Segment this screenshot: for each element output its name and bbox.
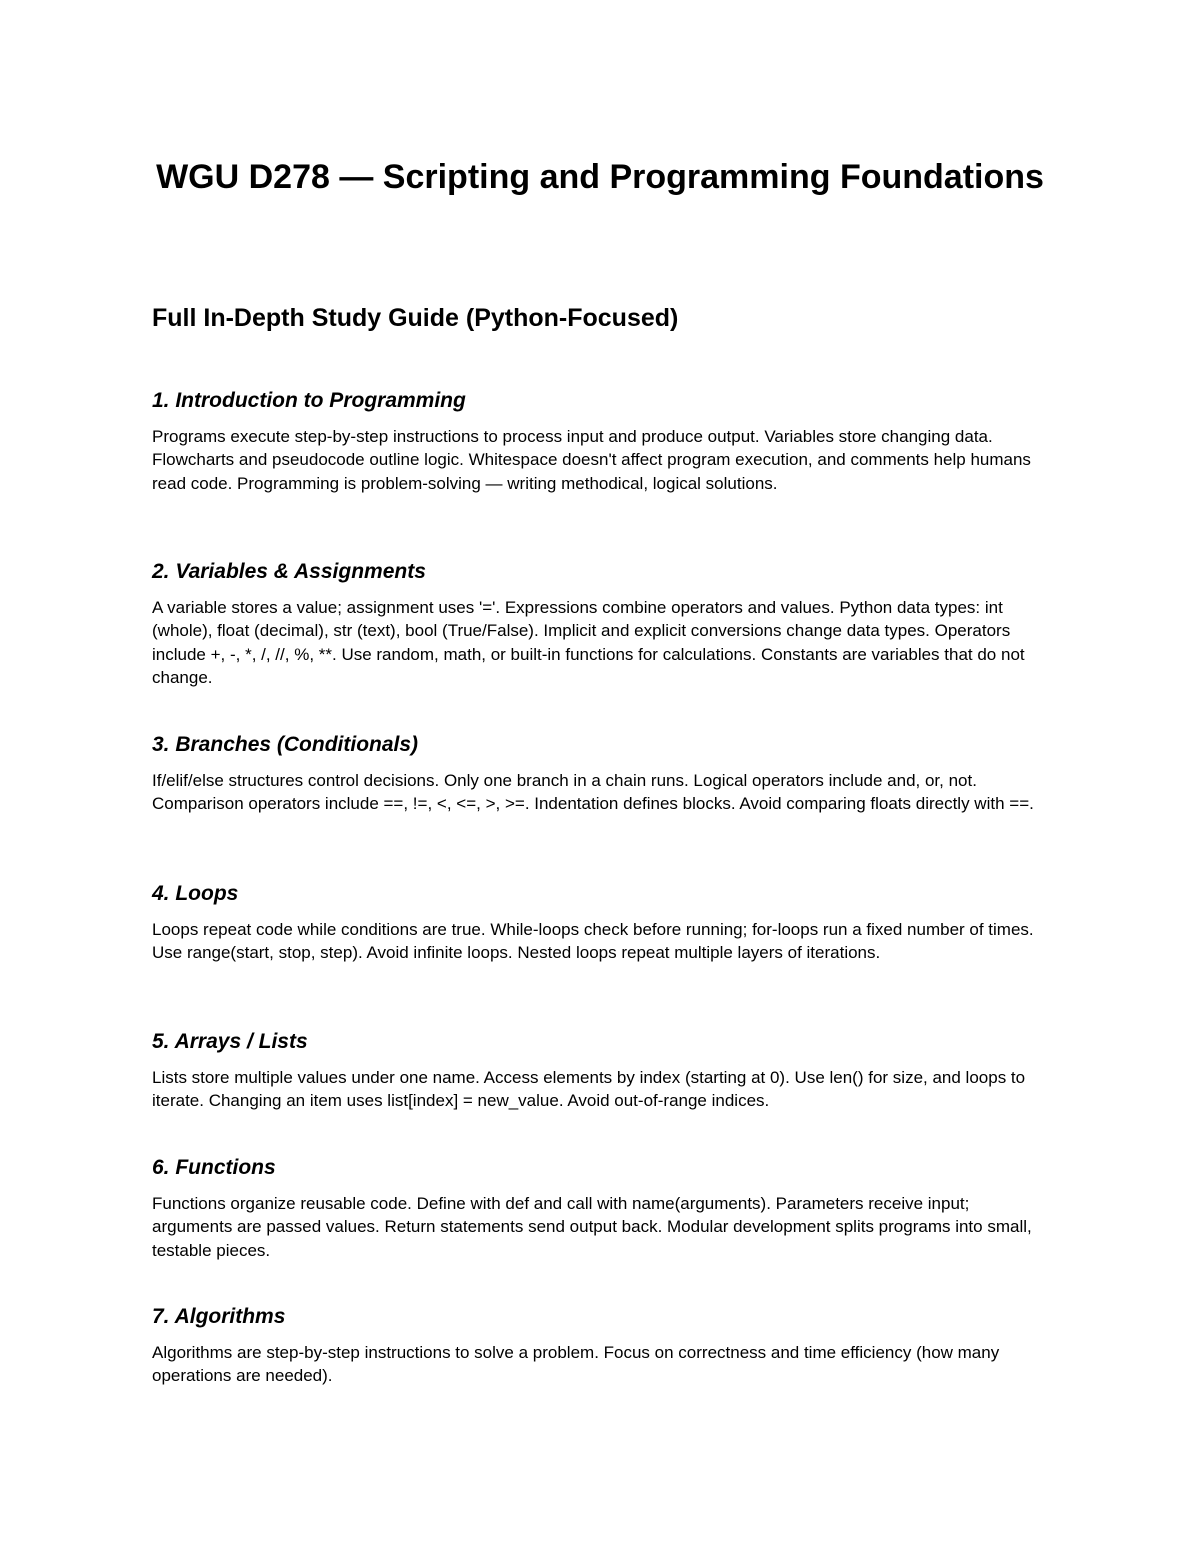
- section-body: Programs execute step-by-step instructions to process input and produce output. Variables store changing data. Flowcharts and pseudocode outline logic. Whitespace doesn't affect program execution, and comments help humans read code. Programming is problem-solving — writing methodical, logical solutions.: [152, 427, 1031, 493]
- section-heading: 6. Functions: [152, 1156, 276, 1179]
- section-introduction: [152, 387, 1052, 495]
- section-functions: [152, 1154, 1052, 1262]
- section-algorithms: [152, 1303, 1052, 1388]
- section-body: Functions organize reusable code. Define with def and call with name(arguments). Parameters receive input; arguments are passed values. Return statements send output back. Modular development splits programs into small, testable pieces.: [152, 1194, 1032, 1260]
- section-body: Loops repeat code while conditions are true. While-loops check before running; for-loops run a fixed number of times. Use range(start, stop, step). Avoid infinite loops. Nested loops repeat multiple layers of iterations.: [152, 920, 1034, 963]
- section-lists: [152, 1028, 1052, 1113]
- section-body: A variable stores a value; assignment uses '='. Expressions combine operators and values. Python data types: int (whole), float (decimal), str (text), bool (True/False). Implicit and explicit conversions change data types. Operators include +, -, *, /, //, %, **. Use random, math, or built-in functions for calculations. Constants are variables that do not change.: [152, 598, 1025, 687]
- section-body: If/elif/else structures control decisions. Only one branch in a chain runs. Logical operators include and, or, not. Comparison operators include ==, !=, <, <=, >, >=. Indentation defines blocks. Avoid comparing floats directly with ==.: [152, 771, 1034, 814]
- section-heading: 7. Algorithms: [152, 1305, 286, 1328]
- section-variables: [152, 558, 1052, 689]
- section-body: Algorithms are step-by-step instructions to solve a problem. Focus on correctness and time efficiency (how many operations are needed).: [152, 1343, 1000, 1386]
- section-body: Lists store multiple values under one name. Access elements by index (starting at 0). Use len() for size, and loops to iterate. Changing an item uses list[index] = new_value. Avoid out-of-range indices.: [152, 1068, 1026, 1111]
- document-title: WGU D278 — Scripting and Programming Foundations: [156, 158, 1044, 196]
- section-loops: [152, 880, 1052, 965]
- section-heading: 2. Variables & Assignments: [152, 560, 426, 583]
- section-heading: 5. Arrays / Lists: [152, 1030, 308, 1053]
- section-heading: 3. Branches (Conditionals): [152, 733, 419, 756]
- document-subtitle: Full In-Depth Study Guide (Python-Focused): [152, 304, 679, 332]
- section-heading: 1. Introduction to Programming: [152, 389, 466, 412]
- section-heading: 4. Loops: [152, 882, 239, 905]
- section-branches: [152, 731, 1052, 816]
